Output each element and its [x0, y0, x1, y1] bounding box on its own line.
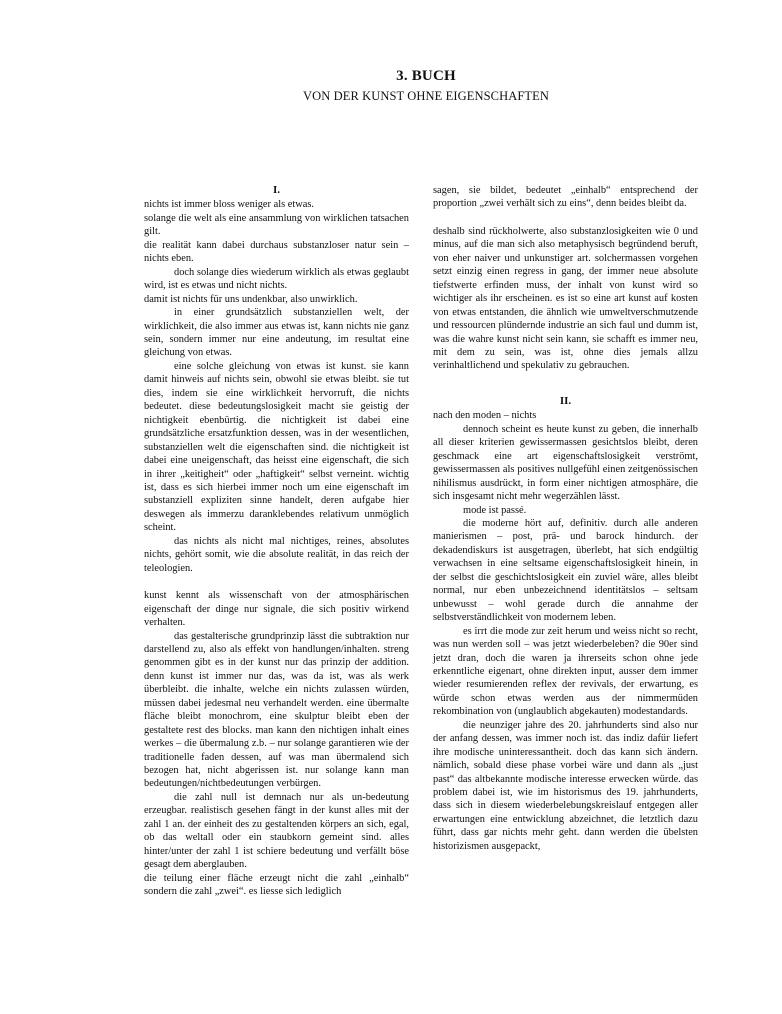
paragraph: sagen, sie bildet, bedeutet „einhalb“ entsprechend der proportion „zwei verhält sich zu eins“, denn beides bleibt da.	[433, 185, 698, 210]
paragraph: solange die welt als eine ansammlung von wirklichen tatsachen gilt.	[144, 212, 409, 238]
left-column-body	[144, 198, 409, 898]
right-column-top-body	[433, 184, 698, 373]
paragraph-gap	[144, 575, 409, 589]
book-title: 3. BUCH	[396, 68, 456, 84]
paragraph: eine solche gleichung von etwas ist kunst. sie kann damit hinweis auf nichts sein, obwohl sie etwas bleibt. sie tut dies, indem sie eine wirklichkeit hervorruft, die nichts bedeutet. diese bedeutungslosigkeit macht sie geistig der nichtigkeit ebenbürtig. die nichtigkeit ist dabei eine grundsätzliche ersatzfunktion dessen, was in der wesentlichen, substanziellen welt die eigenschaften sind. die nichtigkeit ist dabei eine uneigenschaft, das heisst eine eigenschaft, die sich in ihrer „keitigheit“ oder „haftigkeit“ selbst verneint. wichtig ist, dass es sich hierbei immer noch um eine eigenschaft im substanziell expliziten sinne handelt, deren aufgabe hier deswegen als immerzu daranklebendes relativum unmöglich scheint.	[144, 360, 409, 534]
right-column	[433, 184, 698, 853]
paragraph: die teilung einer fläche erzeugt nicht die zahl „einhalb“ sondern die zahl „zwei“. es liesse sich lediglich	[144, 872, 409, 898]
paragraph: damit ist nichts für uns undenkbar, also unwirklich.	[144, 293, 358, 305]
paragraph-gap	[433, 211, 698, 225]
section-gap	[433, 373, 698, 393]
paragraph: kunst kennt als wissenschaft von der atmosphärischen eigenschaft der dinge nur signale, die sich positiv wirkend verhalten.	[144, 590, 409, 629]
paragraph: in einer grundsätzlich substanziellen welt, der wirklichkeit, die also immer aus etwas ist, kann nichts nie ganz sein, sondern immer nur eine andeutung, im resultat eine gleichung von etwas.	[144, 307, 409, 359]
paragraph: deshalb sind rückholwerte, also substanzlosigkeiten wie 0 und minus, auf die man sich also metaphysisch begründend beruft, von eher naiver und unkunstiger art. solchermassen vorgehen setzt einzig einen regress in gang, der immer neue absolute tiefstwerte erfinden muss, der inhalt von kunst wird so wichtiger als ihr erscheinen. es ist so eine art kunst auf kosten von etwas entstanden, die ähnlich wie umweltverschmutzende und ressourcen plündernde industrie an sich faul und dumm ist, was die wahre kunst nicht sein kann, sie schafft es immer neu, mit dem zu sein, was ist, ohne dies jemals allzu verinhaltlichend und spekulativ zu gebrauchen.	[433, 225, 698, 372]
paragraph: nach den moden – nichts	[433, 410, 537, 422]
paragraph: das gestalterische grundprinzip lässt die subtraktion nur darstellend zu, also als effekt von handlungen/inhalten. streng genommen gibt es in der kunst nur das prinzip der addition. denn kunst ist immer nur das, was da ist, was als werk überbleibt. die inhalte, welche ein nichts zulassen würden, müssen dabei jedesmal neu verhandelt werden. eine übermalte fläche bleibt monochrom, eine skulptur bleibt eben der gestaltete rest des blocks. man kann den nichtigen inhalt eines werkes – die übermalung z.b. – nur solange garantieren wie der traditionelle faden dessen, auf was man übermalend sich bezogen hat, nicht abgerissen ist. nur solange kann man bedeutungen/nichtbedeutungen verbürgen.	[144, 630, 409, 790]
paragraph: das nichts als nicht mal nichtiges, reines, absolutes nichts, gehört somit, wie die absolute realität, in das reich der teleologien.	[144, 535, 409, 574]
book-subtitle: VON DER KUNST OHNE EIGENSCHAFTEN	[302, 89, 550, 103]
paragraph: mode ist passé.	[463, 504, 527, 516]
paragraph: nichts ist immer bloss weniger als etwas.	[144, 199, 314, 211]
right-column-body	[433, 409, 698, 853]
paragraph: die neunziger jahre des 20. jahrhunderts sind also nur der anfang dessen, was immer noch ist. das indiz dafür liefert ihre modische uninteressantheit. doch das kann sich ändern. nämlich, sobald diese phase vorbei wäre und dann als „just past“ das altbekannte modische interesse erwecken würde. das problem dabei ist, wie im historismus des 19. jahrhunderts, dass sich in diesem wiederbelebungskreislauf entgegen aller erwartungen eine entwicklung abzeichnet, die letztlich dazu führt, dass gar nichts mehr geht. dann werden die übelsten historizismen ausgepackt,	[433, 719, 698, 852]
paragraph: doch solange dies wiederum wirklich als etwas geglaubt wird, ist es etwas und nicht nichts.	[144, 266, 409, 292]
section-heading-1: I.	[272, 184, 281, 196]
left-column	[144, 184, 409, 899]
paragraph: es irrt die mode zur zeit herum und weiss nicht so recht, was nun werden soll – was jetzt wiederbeleben? die 90er sind jetzt dran, doch die waren ja ihrerseits schon ohne jede erkenntliche eigenart, ohne direkten input, ausser dem immer wieder resumierenden reflex der revivals, der erwartung, es würde schon etwas werden aus der nimmermüden rekombination von (unglaublich abgekauten) modestandards.	[433, 625, 698, 718]
paragraph: die zahl null ist demnach nur als un-bedeutung erzeugbar. realistisch gesehen fängt in der kunst alles mit der zahl 1 an. der einheit des zu gestaltenden körpers an sich, egal, ob das weltall oder ein staubkorn gemeint sind. alles hinter/unter der zahl 1 ist schiere bedeutung und verfällt böse gesagt dem aberglauben.	[144, 791, 409, 871]
paragraph: die realität kann dabei durchaus substanzloser natur sein – nichts eben.	[144, 239, 409, 265]
section-heading-2: II.	[559, 394, 572, 407]
paragraph: die moderne hört auf, definitiv. durch alle anderen manierismen – post, prä- und barock hindurch. der dekadendiskurs ist ausgetragen, überlebt, hat sich endgültig verwachsen in eine seltsame eigenschaftslosigkeit hinein, in der selbst die geschichtslosigkeit ein zuviel wäre, alles bleibt normal, nur eben unbezeichnend identitätslos – seltsam unbewusst – wohl gerade durch die annahme der selbstverständlichkeit von modernem leben.	[433, 517, 698, 624]
paragraph: dennoch scheint es heute kunst zu geben, die innerhalb all dieser kriterien gewissermassen gesichtslos bleibt, deren geschmack eine art eigenschaftslosigkeit verströmt, gewissermassen als positives nullgefühl einen zeitgenössischen nihilismus ausdrückt, in form einer nichtigen atmosphäre, die sich insgesamt nicht mehr wegerzählen lässt.	[433, 423, 698, 503]
